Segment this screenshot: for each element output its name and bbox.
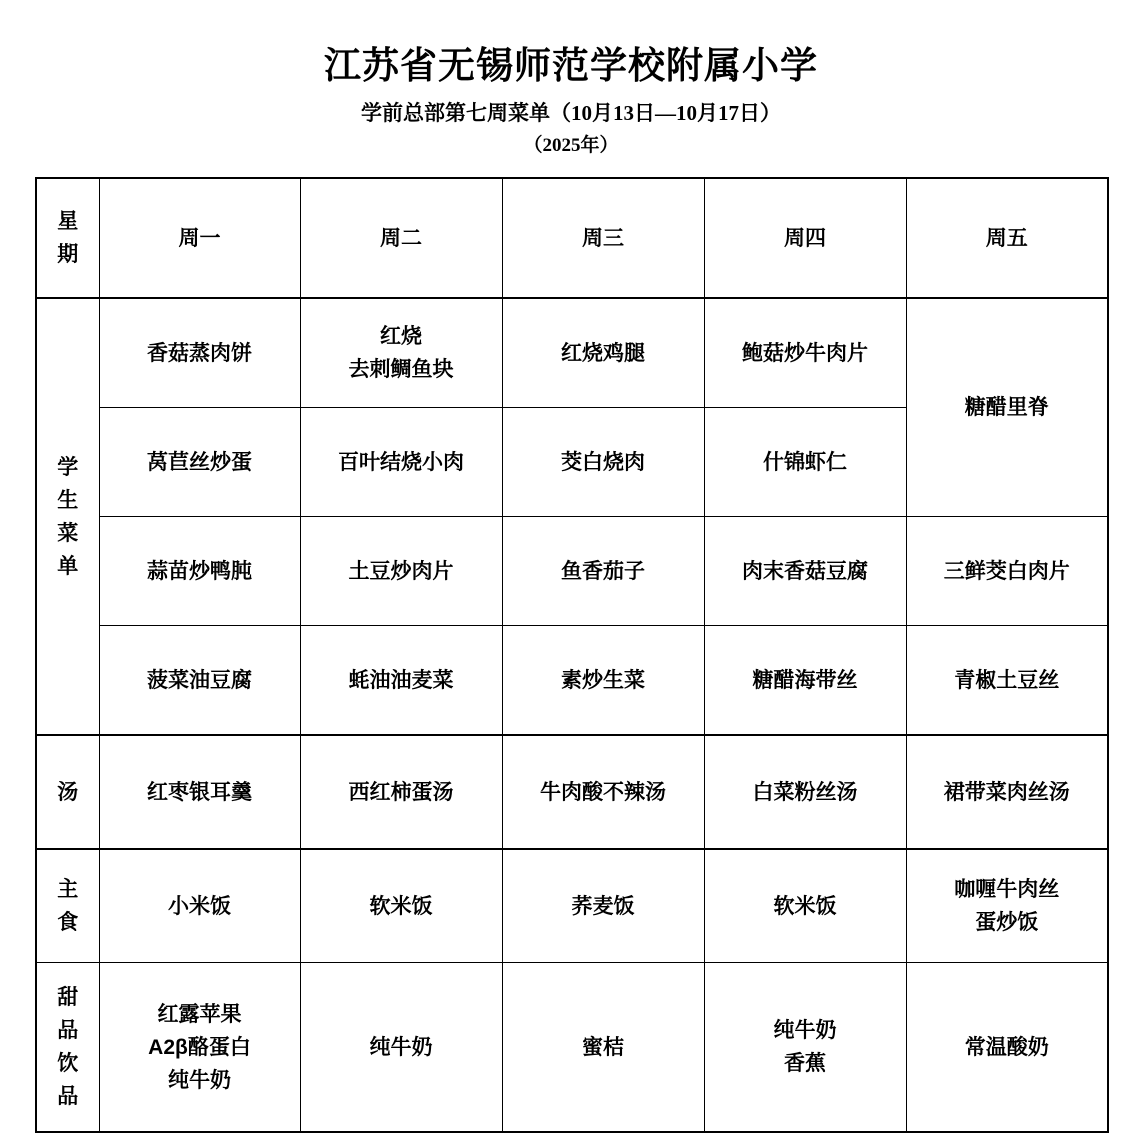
dessert-line: 香蕉 [784,1052,826,1075]
dish-cell: 土豆炒肉片 [300,517,502,626]
dessert-line: 红露苹果 [157,1002,242,1026]
dessert-cell: 蜜桔 [502,963,704,1133]
dish-cell: 红烧鸡腿 [502,298,704,408]
dish-cell: 素炒生菜 [502,626,704,736]
row-label-staple-char-1: 主 [57,878,79,901]
staple-cell [906,849,1108,963]
row-label-student-menu [36,298,99,735]
staple-cell: 软米饭 [300,849,502,963]
student-menu-row-4 [36,626,1108,736]
row-label-soup: 汤 [36,735,99,849]
dish-cell: 三鲜茭白肉片 [906,517,1108,626]
dessert-line: 纯牛奶 [773,1019,837,1042]
student-menu-row-3 [36,517,1108,626]
table-header-row [36,178,1108,298]
dish-line: 红烧 [380,325,422,348]
weekly-menu-table [35,177,1109,1133]
dish-cell: 莴苣丝炒蛋 [99,408,300,517]
dish-cell: 糖醋海带丝 [704,626,906,736]
dish-cell: 蚝油油麦菜 [300,626,502,736]
row-label-student-menu-char-4: 单 [57,554,79,578]
dish-cell: 菠菜油豆腐 [99,626,300,736]
column-header-tuesday: 周二 [300,178,502,298]
row-label-dessert-char-2: 品 [57,1019,79,1042]
staple-cell: 软米饭 [704,849,906,963]
dessert-line: A2β酪蛋白 [148,1035,251,1059]
soup-row [36,735,1108,849]
dish-cell: 茭白烧肉 [502,408,704,517]
corner-label-weekday [36,178,99,298]
dish-cell [300,298,502,408]
page-heading [0,0,1142,161]
dish-cell: 鱼香茄子 [502,517,704,626]
row-label-student-menu-char-2: 生 [57,488,79,512]
row-label-dessert [36,963,99,1133]
row-label-student-menu-char-3: 菜 [57,521,79,545]
staple-line: 蛋炒饭 [975,911,1039,934]
dish-cell-friday-merged: 糖醋里脊 [906,298,1108,517]
row-label-student-menu-char-1: 学 [57,455,79,479]
dessert-cell [704,963,906,1133]
school-name: 江苏省无锡师范学校附属小学 [324,46,818,87]
menu-table-wrap [35,177,1107,1133]
dish-cell: 青椒土豆丝 [906,626,1108,736]
soup-cell: 西红柿蛋汤 [300,735,502,849]
column-header-friday: 周五 [906,178,1108,298]
row-label-dessert-char-1: 甜 [57,986,79,1009]
dish-cell: 蒜苗炒鸭肫 [99,517,300,626]
staple-cell: 小米饭 [99,849,300,963]
dish-cell: 百叶结烧小肉 [300,408,502,517]
dessert-row [36,963,1108,1133]
menu-year: （2025年） [523,135,619,156]
dish-cell: 肉末香菇豆腐 [704,517,906,626]
corner-label-char-1: 星 [57,210,79,233]
column-header-wednesday: 周三 [502,178,704,298]
dish-cell: 什锦虾仁 [704,408,906,517]
soup-cell: 白菜粉丝汤 [704,735,906,849]
corner-label-char-2: 期 [57,243,79,266]
row-label-dessert-char-4: 品 [57,1085,79,1108]
dish-cell: 香菇蒸肉饼 [99,298,300,408]
staple-row [36,849,1108,963]
staple-cell: 荞麦饭 [502,849,704,963]
row-label-staple [36,849,99,963]
dessert-cell [99,963,300,1133]
menu-subtitle: 学前总部第七周菜单（10月13日—10月17日） [361,101,781,125]
student-menu-row-1 [36,298,1108,408]
dish-line: 去刺鲷鱼块 [348,358,454,381]
soup-cell: 红枣银耳羹 [99,735,300,849]
staple-line: 咖喱牛肉丝 [954,878,1060,901]
dessert-cell: 常温酸奶 [906,963,1108,1133]
dish-cell: 鲍菇炒牛肉片 [704,298,906,408]
soup-cell: 裙带菜肉丝汤 [906,735,1108,849]
dessert-line: 纯牛奶 [168,1068,231,1092]
column-header-monday: 周一 [99,178,300,298]
row-label-dessert-char-3: 饮 [57,1052,79,1075]
soup-cell: 牛肉酸不辣汤 [502,735,704,849]
column-header-thursday: 周四 [704,178,906,298]
row-label-staple-char-2: 食 [57,911,79,934]
dessert-cell: 纯牛奶 [300,963,502,1133]
